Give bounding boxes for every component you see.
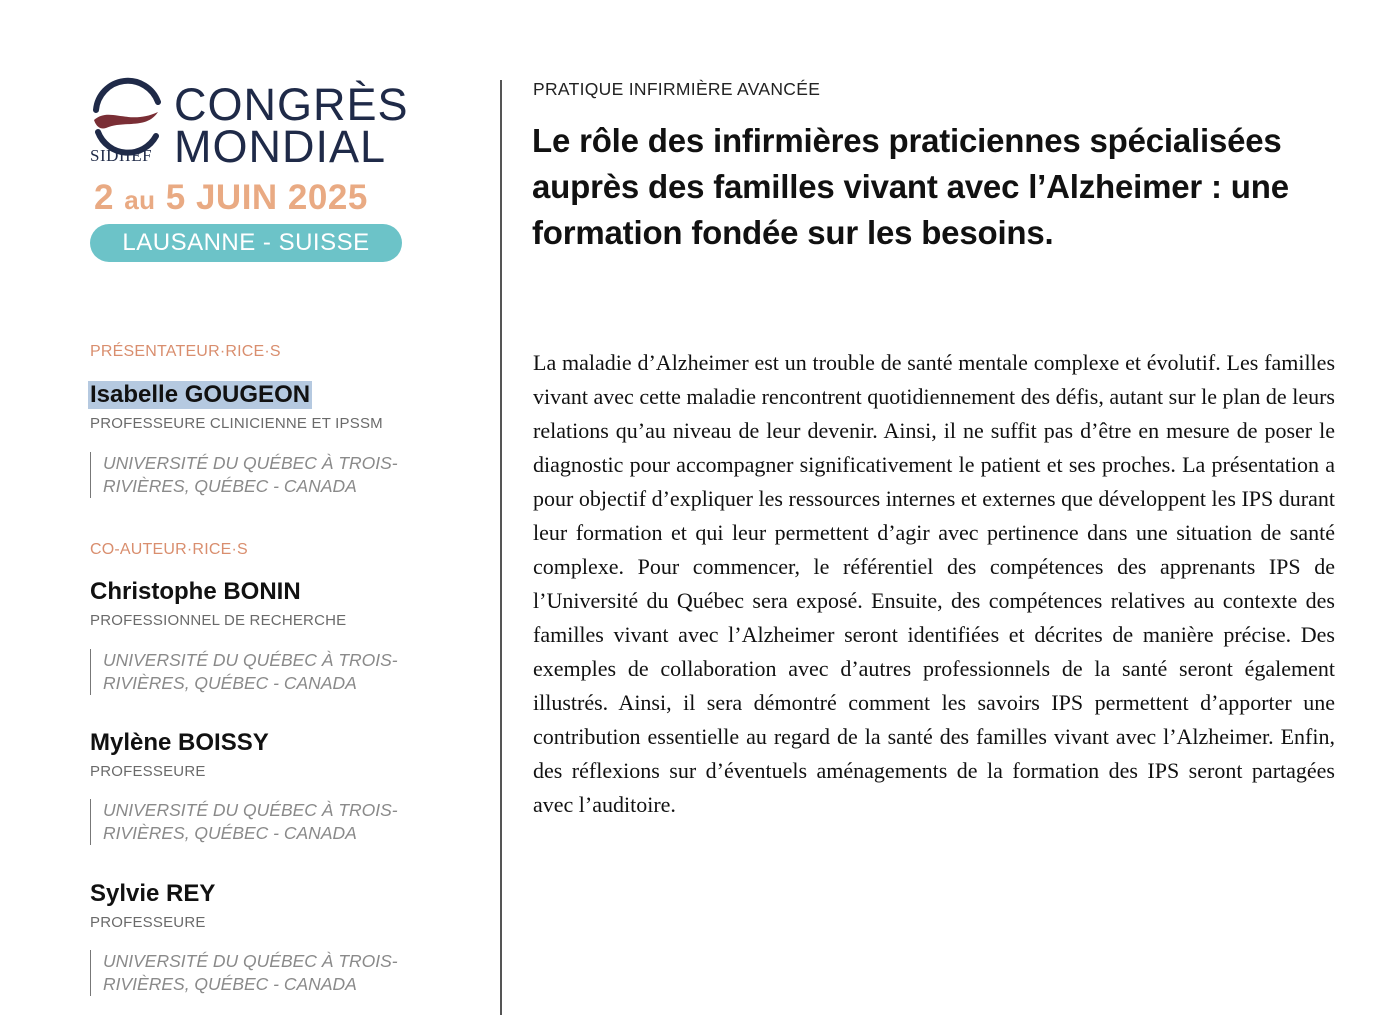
event-dates <box>94 180 368 215</box>
coauthor-affiliation: UNIVERSITÉ DU QUÉBEC À TROIS-RIVIÈRES, QUÉBEC - CANADA <box>90 799 423 845</box>
presenter-affiliation: UNIVERSITÉ DU QUÉBEC À TROIS-RIVIÈRES, QUÉBEC - CANADA <box>90 452 423 498</box>
article-title: Le rôle des infirmières praticiennes spécialisées auprès des familles vivant avec l’Alzheimer : une formation fondée sur les besoins. <box>532 122 1289 251</box>
congress-logo <box>88 76 418 266</box>
coauthor-affiliation: UNIVERSITÉ DU QUÉBEC À TROIS-RIVIÈRES, QUÉBEC - CANADA <box>90 950 423 996</box>
column-divider <box>500 80 502 1015</box>
coauthors-label: CO-AUTEUR·RICE·S <box>90 541 248 558</box>
presenter-name: Isabelle GOUGEON <box>90 381 311 408</box>
date-start: 2 <box>94 178 114 217</box>
coauthor-affiliation: UNIVERSITÉ DU QUÉBEC À TROIS-RIVIÈRES, QUÉBEC - CANADA <box>90 649 423 695</box>
logo-title-line1: CONGRÈS <box>174 79 409 130</box>
event-location-pill: LAUSANNE - SUISSE <box>90 224 402 262</box>
coauthor-role: PROFESSEURE <box>90 763 206 780</box>
coauthor-name: Mylène BOISSY <box>90 729 269 756</box>
date-end: 5 JUIN 2025 <box>165 178 368 217</box>
date-separator: au <box>124 185 156 215</box>
coauthor-name: Sylvie REY <box>90 880 216 907</box>
presenters-label: PRÉSENTATEUR·RICE·S <box>90 343 281 360</box>
coauthor-name: Christophe BONIN <box>90 578 301 605</box>
presenter-role: PROFESSEURE CLINICIENNE ET IPSSM <box>90 415 383 432</box>
sidiief-wordmark: SIDIIEF <box>90 146 153 165</box>
coauthor-role: PROFESSIONNEL DE RECHERCHE <box>90 612 347 629</box>
logo-title-line2: MONDIAL <box>174 121 387 172</box>
coauthor-role: PROFESSEURE <box>90 914 206 931</box>
article-category: PRATIQUE INFIRMIÈRE AVANCÉE <box>533 79 821 99</box>
article-abstract: La maladie d’Alzheimer est un trouble de santé mentale complexe et évolutif. Les familles vivant avec cette maladie rencontrent quotidiennement des défis, autant sur le plan de leurs relations qu’au niveau de leur devenir. Ainsi, il ne suffit pas d’être en mesure de poser le diagnostic pour accompagner significativement le patient et ses proches. La présentation a pour objectif d’expliquer les ressources internes et externes que développent les IPS durant leur formation et qui leur permettent d’agir avec pertinence dans une situation de santé complexe. Pour commencer, le référentiel des compétences des apprenants IPS de l’Université du Québec sera exposé. Ensuite, des compétences relatives au contexte des familles vivant avec l’Alzheimer seront identifiées et décrites de manière précise. Des exemples de collaboration avec d’autres professionnels de la santé seront également illustrés. Ainsi, il sera démontré comment les savoirs IPS permettent d’apporter une contribution essentielle au regard de la santé des familles vivant avec l’Alzheimer. Enfin, des réflexions sur d’éventuels aménagements de la formation des IPS seront partagées avec l’auditoire. <box>533 350 1335 817</box>
